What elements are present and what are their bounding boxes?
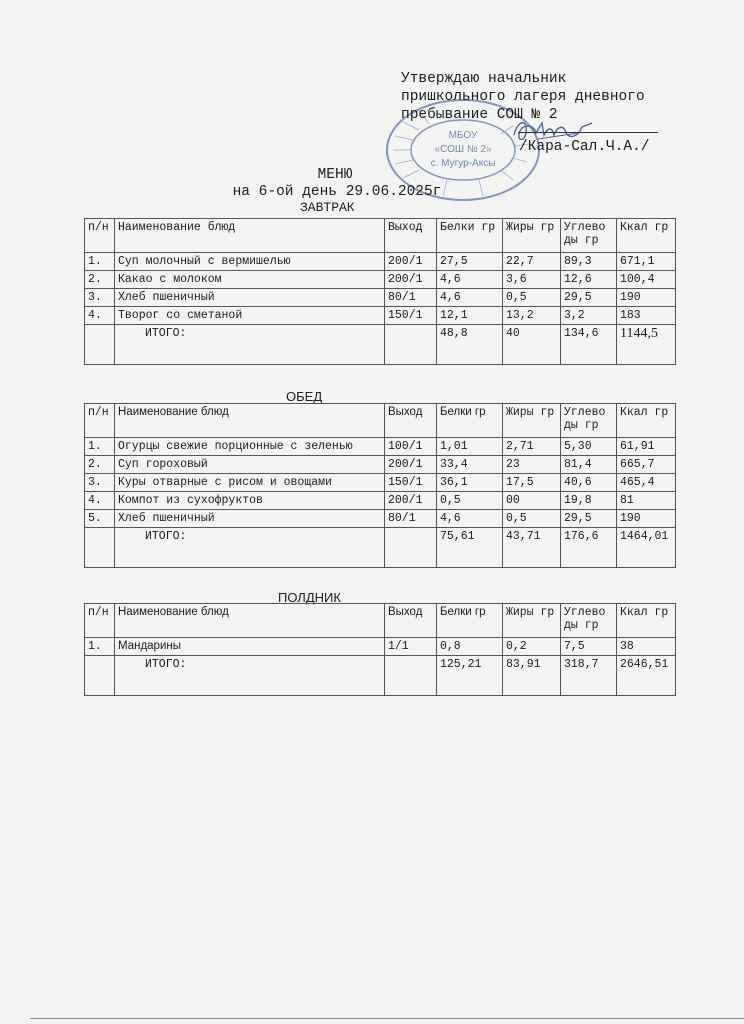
snack-title: ПОЛДНИК [278,590,341,605]
cell: 200/1 [385,492,437,510]
cell: 00 [503,492,561,510]
col-header-num: п/н [85,219,115,253]
cell: 1,01 [437,438,503,456]
col-header-kcal: Ккал гр [617,219,676,253]
cell: 0,5 [437,492,503,510]
cell: 81,4 [561,456,617,474]
cell: Творог со сметаной [115,307,385,325]
cell: 40 [503,325,561,365]
cell: 5,30 [561,438,617,456]
cell: 5. [85,510,115,528]
cell: 200/1 [385,271,437,289]
cell: 40,6 [561,474,617,492]
cell: 13,2 [503,307,561,325]
cell: Мандарины [115,638,385,656]
cell: 75,61 [437,528,503,568]
cell: Компот из сухофруктов [115,492,385,510]
cell: 134,6 [561,325,617,365]
cell: 100/1 [385,438,437,456]
cell: 3,6 [503,271,561,289]
cell: 83,91 [503,656,561,696]
col-header-carbs: Углево ды гр [561,219,617,253]
cell: 318,7 [561,656,617,696]
cell: 2,71 [503,438,561,456]
cell: 4,6 [437,510,503,528]
page-edge-divider [30,1018,744,1019]
cell [385,325,437,365]
cell: 200/1 [385,253,437,271]
cell: 200/1 [385,456,437,474]
cell: 19,8 [561,492,617,510]
cell [85,656,115,696]
cell: 29,5 [561,510,617,528]
cell: 22,7 [503,253,561,271]
cell: 4,6 [437,271,503,289]
cell: 1464,01 [617,528,676,568]
cell: 1/1 [385,638,437,656]
cell: 48,8 [437,325,503,365]
cell: 1. [85,438,115,456]
approval-line-3: пребывание СОШ № 2 [401,107,558,123]
col-header-name: Наименование блюд [115,404,385,438]
cell: 3. [85,289,115,307]
cell [85,325,115,365]
snack-table [84,603,676,696]
cell: Суп молочный с вермишелью [115,253,385,271]
cell: Какао с молоком [115,271,385,289]
col-header-num: п/н [85,604,115,638]
cell: 80/1 [385,289,437,307]
col-header-name: Наименование блюд [115,219,385,253]
menu-title: МЕНЮ [317,167,353,183]
col-header-fat: Жиры гр [503,219,561,253]
total-label: ИТОГО: [115,656,385,696]
cell: 665,7 [617,456,676,474]
col-header-output: Выход [385,604,437,638]
cell: 33,4 [437,456,503,474]
cell: 150/1 [385,474,437,492]
stamp-line-1: МБОУ [448,130,478,141]
cell: 0,5 [503,510,561,528]
col-header-output: Выход [385,219,437,253]
cell: 38 [617,638,676,656]
lunch-table [84,403,676,568]
total-row [85,528,676,568]
cell: 3,2 [561,307,617,325]
cell: 61,91 [617,438,676,456]
approval-line-2: пришкольного лагеря дневного [401,89,645,105]
col-header-kcal: Ккал гр [617,404,676,438]
stamp-line-2: «СОШ № 2» [434,144,492,155]
table-row [85,510,676,528]
cell: 1144,5 [617,325,676,365]
cell: 2. [85,271,115,289]
col-header-fat: Жиры гр [503,404,561,438]
col-header-carbs: Углево ды гр [561,604,617,638]
cell: Куры отварные с рисом и овощами [115,474,385,492]
col-header-output: Выход [385,404,437,438]
col-header-protein: Белки гр [437,404,503,438]
cell: 17,5 [503,474,561,492]
cell [385,528,437,568]
col-header-fat: Жиры гр [503,604,561,638]
cell: 100,4 [617,271,676,289]
cell: 2. [85,456,115,474]
cell: 3. [85,474,115,492]
cell: Огурцы свежие порционные с зеленью [115,438,385,456]
cell: 23 [503,456,561,474]
table-row [85,438,676,456]
cell: 465,4 [617,474,676,492]
cell: 0,5 [503,289,561,307]
table-header-row [85,604,676,638]
table-row [85,271,676,289]
table-header-row [85,219,676,253]
cell: 89,3 [561,253,617,271]
cell [385,656,437,696]
table-row [85,253,676,271]
cell: Хлеб пшеничный [115,510,385,528]
cell: 125,21 [437,656,503,696]
cell: 150/1 [385,307,437,325]
cell [85,528,115,568]
cell: 27,5 [437,253,503,271]
cell: 190 [617,510,676,528]
cell: 176,6 [561,528,617,568]
col-header-protein: Белки гр [437,604,503,638]
approval-line-1: Утверждаю начальник [401,71,567,87]
cell: 7,5 [561,638,617,656]
signer-name: /Кара-Сал.Ч.А./ [519,139,650,155]
col-header-kcal: Ккал гр [617,604,676,638]
table-row [85,492,676,510]
table-header-row [85,404,676,438]
cell: 12,6 [561,271,617,289]
cell: 1. [85,638,115,656]
cell: 4,6 [437,289,503,307]
cell: 81 [617,492,676,510]
cell: 671,1 [617,253,676,271]
cell: 36,1 [437,474,503,492]
cell: 1. [85,253,115,271]
signature-line [518,132,658,133]
total-row [85,656,676,696]
stamp-line-3: с. Мугур-Аксы [430,158,496,169]
cell: 190 [617,289,676,307]
cell: Суп гороховый [115,456,385,474]
col-header-protein: Белки гр [437,219,503,253]
breakfast-title: ЗАВТРАК [300,200,355,215]
table-row [85,456,676,474]
col-header-num: п/н [85,404,115,438]
cell: 12,1 [437,307,503,325]
menu-date: на 6-ой день 29.06.2025г [232,184,442,200]
table-row [85,474,676,492]
cell: 43,71 [503,528,561,568]
breakfast-table [84,218,676,365]
cell: 4. [85,307,115,325]
cell: 29,5 [561,289,617,307]
total-label: ИТОГО: [115,528,385,568]
total-row [85,325,676,365]
cell: 0,8 [437,638,503,656]
col-header-carbs: Углево ды гр [561,404,617,438]
table-row [85,289,676,307]
table-row [85,307,676,325]
cell: 2646,51 [617,656,676,696]
cell: 0,2 [503,638,561,656]
total-label: ИТОГО: [115,325,385,365]
cell: 4. [85,492,115,510]
lunch-title: ОБЕД [286,389,323,404]
col-header-name: Наименование блюд [115,604,385,638]
cell: Хлеб пшеничный [115,289,385,307]
table-row [85,638,676,656]
cell: 183 [617,307,676,325]
cell: 80/1 [385,510,437,528]
